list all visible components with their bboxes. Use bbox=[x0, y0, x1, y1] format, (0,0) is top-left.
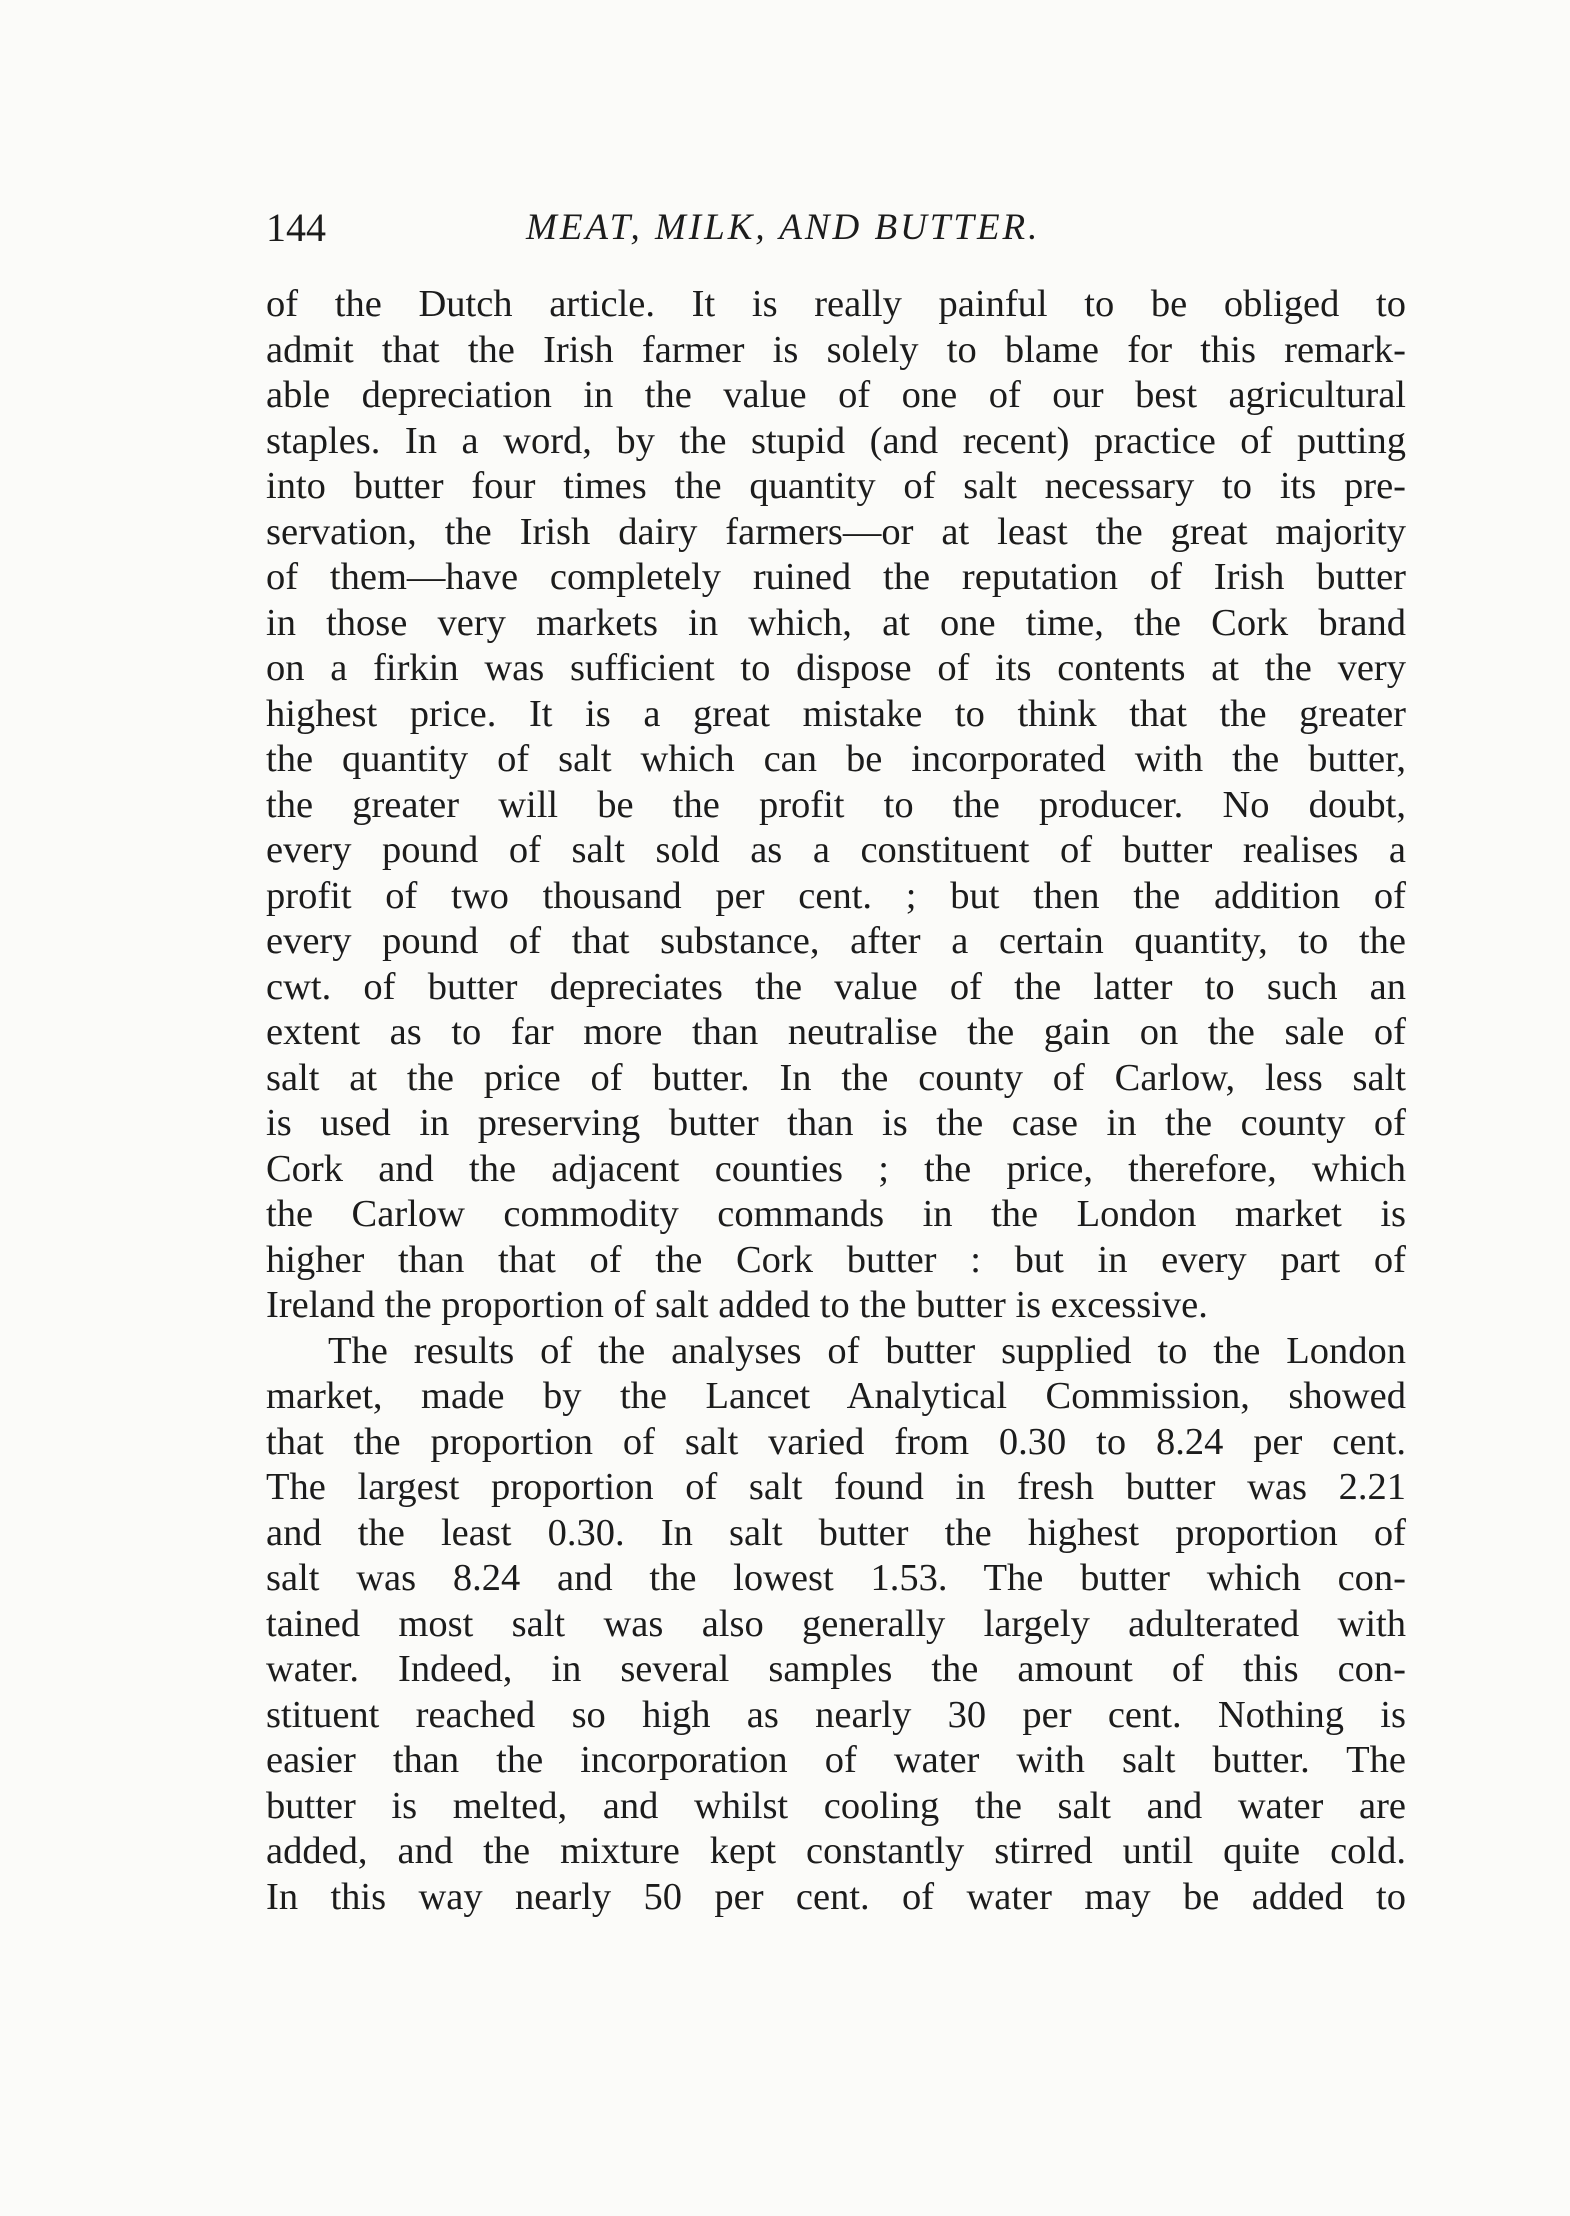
text-line: in those very markets in which, at one time, the Cork brand bbox=[266, 601, 1406, 644]
text-line: on a firkin was sufficient to dispose of its contents at the very bbox=[266, 647, 1406, 689]
text-line: the quantity of salt which can be incorporated with the butter, bbox=[266, 738, 1406, 780]
text-line: profit of two thousand per cent. ; but then the addition of bbox=[266, 874, 1406, 917]
text-line: added, and the mixture kept constantly stirred until quite cold. bbox=[266, 1830, 1406, 1872]
text-line: cwt. of butter depreciates the value of the latter to such an bbox=[266, 965, 1406, 1008]
text-line: tained most salt was also generally largely adulterated with bbox=[266, 1602, 1406, 1645]
text-line: servation, the Irish dairy farmers—or at least the great majority bbox=[266, 510, 1406, 553]
text-line: salt was 8.24 and the lowest 1.53. The butter which con- bbox=[266, 1557, 1406, 1599]
running-head bbox=[266, 198, 1406, 258]
text-line: higher than that of the Cork butter : but in every part of bbox=[266, 1238, 1406, 1281]
paragraph-2 bbox=[266, 1329, 1406, 1921]
text-line: and the least 0.30. In salt butter the highest proportion of bbox=[266, 1511, 1406, 1554]
text-line: of the Dutch article. It is really painful to be obliged to bbox=[266, 283, 1406, 325]
text-line: able depreciation in the value of one of our best agricultural bbox=[266, 374, 1406, 416]
text-line: highest price. It is a great mistake to think that the greater bbox=[266, 692, 1406, 735]
text-line: The results of the analyses of butter supplied to the London bbox=[328, 1329, 1406, 1372]
text-line: The largest proportion of salt found in fresh butter was 2.21 bbox=[266, 1466, 1406, 1508]
page-number: 144 bbox=[266, 205, 326, 250]
text-line: admit that the Irish farmer is solely to blame for this remark- bbox=[266, 328, 1406, 371]
text-line: water. Indeed, in several samples the amount of this con- bbox=[266, 1648, 1406, 1690]
text-line: of them—have completely ruined the reputation of Irish butter bbox=[266, 556, 1406, 598]
text-line: every pound of that substance, after a certain quantity, to the bbox=[266, 920, 1406, 962]
text-line: stituent reached so high as nearly 30 per cent. Nothing is bbox=[266, 1693, 1406, 1736]
text-line: salt at the price of butter. In the county of Carlow, less salt bbox=[266, 1056, 1406, 1099]
text-line: Cork and the adjacent counties ; the price, therefore, which bbox=[266, 1147, 1406, 1190]
running-title: MEAT, MILK, AND BUTTER. bbox=[526, 207, 1041, 248]
paragraph-1 bbox=[266, 282, 1406, 1329]
text-line: is used in preserving butter than is the case in the county of bbox=[266, 1102, 1406, 1144]
text-line: Ireland the proportion of salt added to the butter is excessive. bbox=[266, 1284, 1208, 1326]
body-text bbox=[266, 282, 1406, 1920]
text-line: into butter four times the quantity of salt necessary to its pre- bbox=[266, 465, 1406, 507]
text-line: extent as to far more than neutralise the gain on the sale of bbox=[266, 1011, 1406, 1053]
text-line: the Carlow commodity commands in the London market is bbox=[266, 1193, 1406, 1235]
text-line: that the proportion of salt varied from 0.30 to 8.24 per cent. bbox=[266, 1420, 1406, 1463]
text-line: easier than the incorporation of water with salt butter. The bbox=[266, 1739, 1406, 1781]
text-line: every pound of salt sold as a constituent of butter realises a bbox=[266, 829, 1406, 871]
text-line: market, made by the Lancet Analytical Commission, showed bbox=[266, 1375, 1406, 1417]
text-line: butter is melted, and whilst cooling the salt and water are bbox=[266, 1784, 1406, 1827]
text-line: In this way nearly 50 per cent. of water may be added to bbox=[266, 1875, 1406, 1918]
text-line: the greater will be the profit to the producer. No doubt, bbox=[266, 783, 1406, 826]
text-line: staples. In a word, by the stupid (and recent) practice of putting bbox=[266, 419, 1406, 462]
